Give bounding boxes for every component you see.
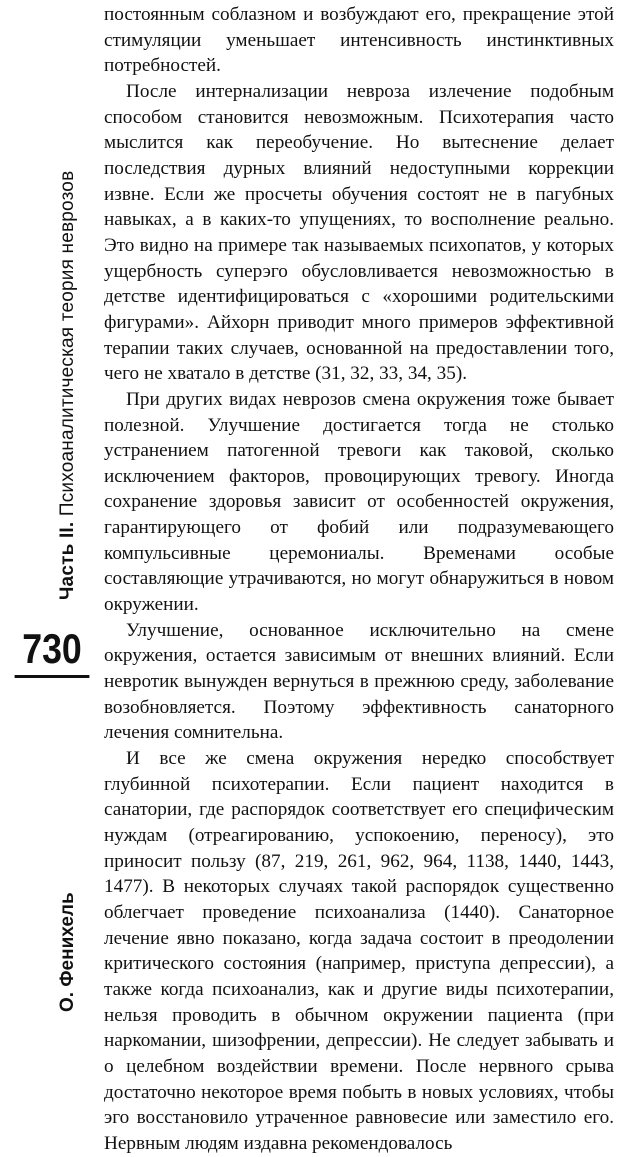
body-text xyxy=(104,2,614,1157)
paragraph: И все же смена окружения нередко способствует глубинной психотерапии. Если пациент находится в санатории, где распорядок соответствует его специфическим нуждам (отреагированию, успокоению, переносу), это приносит пользу (87, 219, 261, 962, 964, 1138, 1440, 1443, 1477). В некоторых случаях такой распорядок существенно облегчает проведение психоанализа (1440). Санаторное лечение явно показано, когда задача состоит в преодолении критического состояния (например, приступа депрессии), а также когда психоанализ, как и другие виды психотерапии, нельзя проводить в обычном окружении пациента (при наркомании, шизофрении, депрессии). Не следует забывать и о целебном воздействии времени. После нервного срыва достаточно некоторое время побыть в новых условиях, чтобы эго восстановило утраченное равновесие или заместило его. Нервным людям издавна рекомендовалось xyxy=(104,748,614,1154)
part-number: Часть II. xyxy=(57,521,78,600)
paragraph: При других видах неврозов смена окружения тоже бывает полезной. Улучшение достигается тогда не столько устранением патогенной тревоги как таковой, сколько исключением факторов, провоцирующих тревогу. Иногда сохранение здоровья зависит от особенностей окружения, гарантирующего от фобий или подразумевающего компульсивные церемониалы. Временами особые составляющие утрачиваются, но могут обнаружиться в новом окружении. xyxy=(104,388,614,616)
part-title: Психоаналитическая теория неврозов xyxy=(57,170,78,517)
running-head-part xyxy=(57,171,79,600)
page-number: 730 xyxy=(15,625,90,678)
paragraph: постоянным соблазном и возбуждают его, прекращение этой стимуляции уменьшает интенсивность инстинктивных потребностей. xyxy=(104,4,614,77)
paragraph: После интернализации невроза излечение подобным способом становится невозможным. Психотерапия часто мыслится как переобучение. Но вытеснение делает последствия дурных влияний недоступными коррекции извне. Если же просчеты обучения состоят не в пагубных навыках, а в каких-то упущениях, то восполнение реально. Это видно на примере так называемых психопатов, у которых ущербность суперэго обусловливается невозможностью в детстве идентифицироваться с «хорошими родительскими фигурами». Айхорн приводит много примеров эффективной терапии таких случаев, основанной на предоставлении того, чего не хватало в детстве (31, 32, 33, 34, 35). xyxy=(104,80,614,385)
paragraph: Улучшение, основанное исключительно на смене окружения, остается зависимым от внешних влияний. Если невротик вынужден вернуться в прежнюю среду, заболевание возобновляется. Поэтому эффективность санаторного лечения сомнительна. xyxy=(104,619,614,744)
running-head-author: О. Фенихель xyxy=(57,892,78,1012)
